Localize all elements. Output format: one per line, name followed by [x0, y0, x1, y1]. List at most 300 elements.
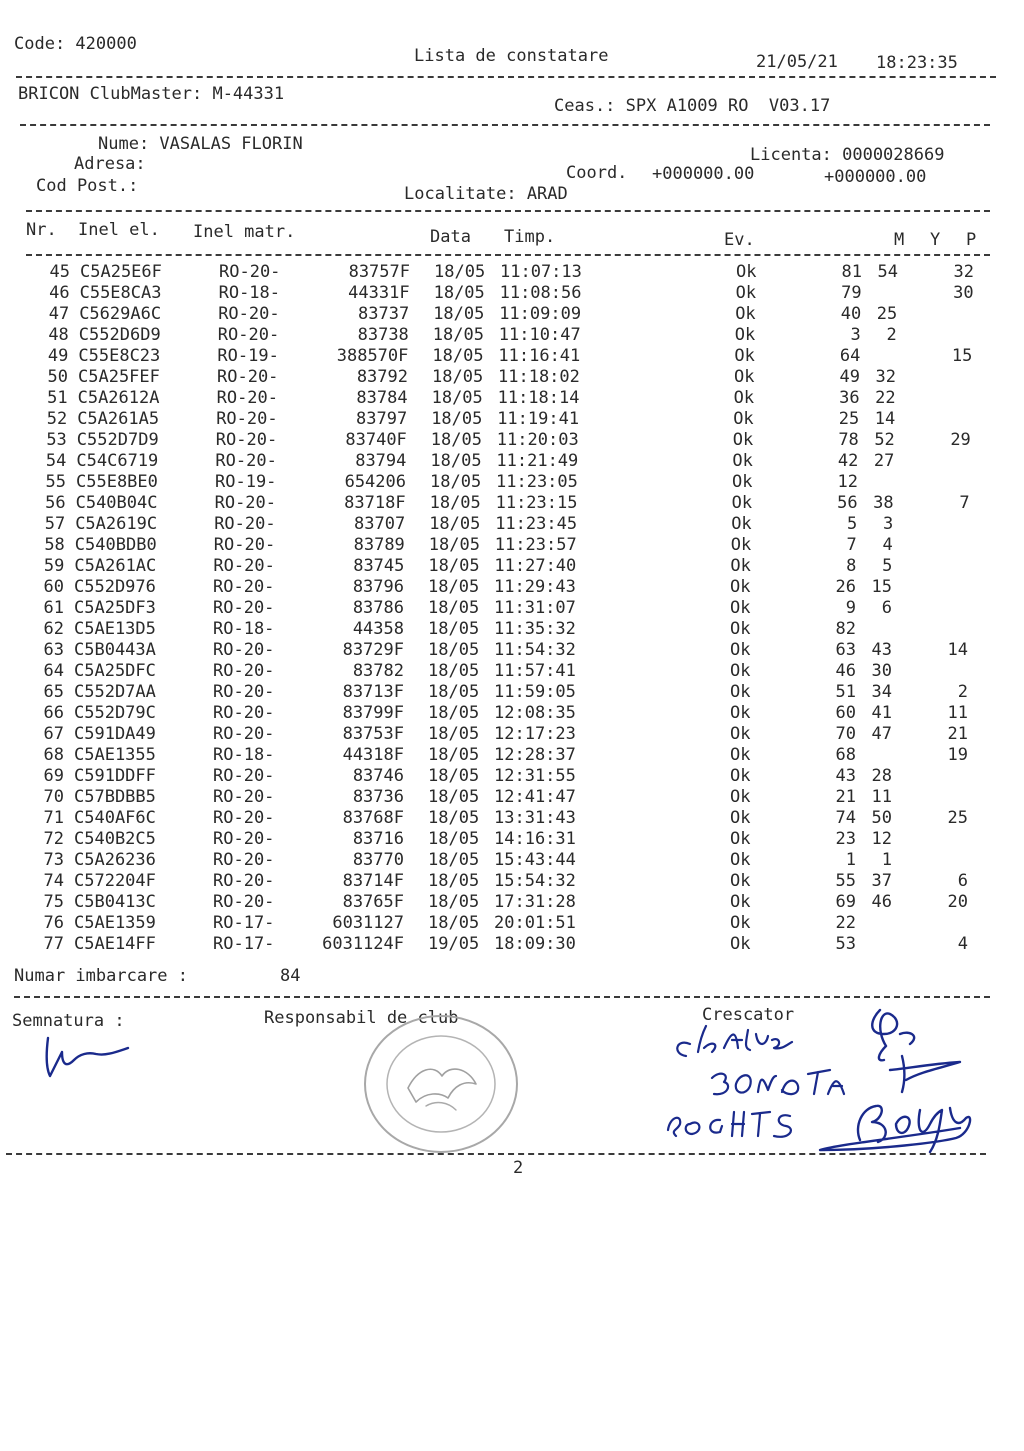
event-status: Ok [730, 871, 751, 891]
arrival-date: 18/05 [432, 325, 484, 345]
table-row [1, 535, 1024, 556]
electronic-ring: C540B2C5 [74, 829, 156, 849]
arrival-time: 11:16:41 [498, 346, 581, 366]
event-status: Ok [730, 829, 751, 849]
row-number: 52 [46, 409, 68, 429]
y-value: 12 [871, 829, 892, 849]
p-value: 6 [957, 871, 968, 891]
divider [6, 1153, 986, 1155]
ring-series: RO-20- [213, 661, 275, 681]
arrival-time: 12:41:47 [494, 787, 576, 807]
event-status: Ok [732, 472, 753, 492]
row-number: 65 [43, 682, 64, 702]
m-value: 70 [835, 724, 856, 744]
coord-label: Coord. [566, 163, 628, 183]
arrival-date: 18/05 [432, 346, 484, 366]
m-value: 36 [839, 388, 860, 408]
code-label: Code: 420000 [14, 34, 137, 54]
m-value: 21 [835, 787, 856, 807]
event-status: Ok [730, 682, 751, 702]
report-date: 21/05/21 [756, 52, 838, 72]
ring-series: RO-20- [219, 262, 281, 282]
event-status: Ok [730, 640, 751, 660]
y-value: 30 [871, 661, 892, 681]
y-value: 27 [873, 451, 895, 471]
arrival-date: 18/05 [434, 262, 486, 282]
arrival-time: 11:08:56 [499, 283, 582, 303]
ring-series: RO-20- [213, 871, 275, 891]
electronic-ring: C552D6D9 [78, 325, 161, 345]
electronic-ring: C55E8BE0 [76, 472, 158, 492]
electronic-ring: C591DA49 [74, 724, 156, 744]
row-number: 71 [43, 808, 64, 828]
arrival-date: 18/05 [428, 619, 480, 639]
owner-postcode-label: Cod Post.: [36, 176, 139, 196]
ring-series: RO-20- [216, 388, 279, 408]
club-manager-label: Responsabil de club [264, 1008, 459, 1028]
m-value: 3 [850, 325, 861, 345]
ring-number: 44318F [342, 745, 404, 765]
m-value: 64 [839, 346, 861, 366]
m-value: 81 [841, 262, 862, 282]
event-status: Ok [730, 535, 752, 555]
electronic-ring: C5A261AC [74, 556, 157, 576]
divider [16, 76, 996, 78]
arrival-time: 20:01:51 [494, 913, 576, 933]
arrival-time: 14:16:31 [494, 829, 576, 849]
row-number: 53 [46, 430, 67, 450]
table-row [0, 787, 1024, 808]
event-status: Ok [733, 388, 755, 408]
arrival-date: 18/05 [433, 283, 485, 303]
arrival-time: 11:20:03 [496, 430, 579, 450]
y-value: 32 [875, 367, 896, 387]
ring-number: 83794 [355, 451, 407, 471]
row-number: 54 [45, 451, 67, 471]
y-value: 43 [871, 640, 892, 660]
arrival-date: 18/05 [428, 913, 480, 933]
m-value: 9 [845, 598, 856, 618]
event-status: Ok [730, 934, 751, 954]
m-value: 55 [835, 871, 856, 891]
ring-series: RO-20- [214, 514, 276, 534]
arrival-time: 11:35:32 [494, 619, 576, 639]
row-number: 70 [43, 787, 64, 807]
arrival-time: 12:28:37 [494, 745, 576, 765]
ring-series: RO-20- [213, 892, 275, 912]
ring-series: RO-20- [213, 829, 275, 849]
arrival-date: 18/05 [432, 367, 484, 387]
arrival-date: 18/05 [428, 892, 480, 912]
event-status: Ok [731, 493, 753, 513]
arrival-date: 18/05 [428, 535, 480, 555]
m-value: 49 [839, 367, 860, 387]
col-header-inel-matr: Inel matr. [193, 222, 296, 242]
ring-series: RO-20- [213, 556, 275, 576]
electronic-ring: C57BDBB5 [74, 787, 156, 807]
ring-number: 44331F [348, 283, 410, 303]
row-number: 72 [43, 829, 64, 849]
arrival-date: 18/05 [428, 766, 480, 786]
ring-number: 83796 [352, 577, 404, 597]
table-row [3, 409, 1024, 430]
row-number: 58 [44, 535, 65, 555]
electronic-ring: C552D976 [74, 577, 156, 597]
electronic-ring: C572204F [74, 871, 156, 891]
arrival-time: 11:18:14 [497, 388, 580, 408]
table-row [0, 703, 1024, 724]
y-value: 46 [871, 892, 892, 912]
table-row [0, 682, 1024, 703]
row-number: 46 [49, 283, 70, 303]
owner-address-label: Adresa: [74, 154, 146, 174]
table-row [1, 514, 1024, 535]
p-value: 19 [947, 745, 968, 765]
electronic-ring: C552D7D9 [76, 430, 159, 450]
ring-number: 83782 [352, 661, 404, 681]
ring-series: RO-20- [213, 577, 275, 597]
arrival-time: 15:43:44 [494, 850, 576, 870]
table-row [6, 283, 1024, 304]
arrival-date: 18/05 [433, 304, 485, 324]
p-value: 15 [951, 346, 973, 366]
col-header-timp: Timp. [504, 227, 556, 247]
electronic-ring: C540BDB0 [74, 535, 157, 555]
row-number: 55 [45, 472, 66, 492]
ring-number: 83768F [342, 808, 404, 828]
event-status: Ok [732, 451, 753, 471]
row-number: 47 [48, 304, 70, 324]
row-number: 60 [43, 577, 64, 597]
col-header-p: P [966, 230, 977, 250]
row-number: 74 [43, 871, 64, 891]
electronic-ring: C552D79C [74, 703, 156, 723]
p-value: 11 [947, 703, 968, 723]
m-value: 25 [838, 409, 860, 429]
table-row [0, 661, 1024, 682]
arrival-time: 11:23:45 [495, 514, 578, 534]
table-row [0, 598, 1024, 619]
col-header-m: M [894, 230, 905, 250]
arrival-time: 11:23:15 [495, 493, 578, 513]
table-row [2, 472, 1024, 493]
event-status: Ok [736, 262, 757, 282]
event-status: Ok [731, 514, 752, 534]
m-value: 51 [835, 682, 856, 702]
row-number: 63 [43, 640, 64, 660]
m-value: 60 [835, 703, 856, 723]
table-row [2, 451, 1024, 472]
y-value: 3 [882, 514, 894, 534]
arrival-date: 18/05 [428, 871, 480, 891]
ring-series: RO-20- [213, 535, 276, 555]
event-status: Ok [730, 745, 751, 765]
m-value: 69 [835, 892, 856, 912]
report-title: Lista de constatare [414, 46, 609, 66]
ring-series: RO-20- [213, 682, 275, 702]
ring-number: 83792 [356, 367, 408, 387]
col-header-y: Y [930, 230, 941, 250]
divider [20, 124, 990, 126]
row-number: 64 [43, 661, 64, 681]
y-value: 5 [882, 556, 893, 576]
event-status: Ok [730, 661, 751, 681]
ring-number: 83745 [353, 556, 405, 576]
divider [26, 210, 990, 212]
m-value: 1 [845, 850, 856, 870]
p-value: 30 [953, 283, 974, 303]
table-row [0, 766, 1024, 787]
electronic-ring: C5A2619C [75, 514, 158, 534]
boarding-count-label: Numar imbarcare : [14, 966, 188, 986]
table-row [5, 325, 1024, 346]
event-status: Ok [730, 556, 751, 576]
ring-number: 6031124F [322, 934, 404, 954]
m-value: 23 [835, 829, 856, 849]
event-status: Ok [730, 703, 751, 723]
ring-series: RO-20- [213, 808, 275, 828]
m-value: 22 [835, 913, 856, 933]
row-number: 77 [43, 934, 64, 954]
ring-series: RO-20- [213, 598, 275, 618]
p-value: 21 [947, 724, 968, 744]
club-stamp [356, 1006, 526, 1156]
m-value: 63 [835, 640, 856, 660]
ring-number: 83713F [342, 682, 404, 702]
m-value: 82 [835, 619, 856, 639]
table-row [4, 346, 1024, 367]
ring-series: RO-20- [214, 493, 277, 513]
ring-number: 83770 [352, 850, 404, 870]
table-row [0, 808, 1024, 829]
row-number: 61 [43, 598, 64, 618]
ring-series: RO-19- [217, 346, 279, 366]
arrival-date: 18/05 [428, 808, 480, 828]
arrival-time: 11:10:47 [498, 325, 581, 345]
m-value: 43 [835, 766, 856, 786]
ring-series: RO-20- [213, 850, 275, 870]
p-value: 29 [950, 430, 971, 450]
arrival-date: 18/05 [428, 724, 480, 744]
electronic-ring: C540AF6C [74, 808, 156, 828]
row-number: 73 [43, 850, 64, 870]
row-number: 50 [47, 367, 68, 387]
electronic-ring: C5AE1359 [74, 913, 156, 933]
table-row [4, 388, 1024, 409]
event-status: Ok [730, 766, 751, 786]
arrival-date: 19/05 [428, 934, 480, 954]
y-value: 34 [871, 682, 892, 702]
ring-number: 83740F [345, 430, 407, 450]
electronic-ring: C5A26236 [74, 850, 156, 870]
event-status: Ok [730, 724, 751, 744]
arrival-date: 18/05 [428, 640, 480, 660]
event-status: Ok [730, 598, 751, 618]
ring-number: 83753F [342, 724, 404, 744]
table-row [0, 829, 1024, 850]
row-number: 56 [45, 493, 66, 513]
m-value: 68 [835, 745, 856, 765]
ring-series: RO-20- [218, 304, 280, 324]
ring-series: RO-20- [213, 724, 275, 744]
boarding-count-value: 84 [280, 966, 301, 986]
ring-number: 83736 [352, 787, 404, 807]
ring-series: RO-17- [213, 913, 275, 933]
divider [26, 254, 990, 256]
y-value: 11 [871, 787, 892, 807]
event-status: Ok [732, 430, 754, 450]
clock-info: Ceas.: SPX A1009 RO V03.17 [554, 96, 831, 116]
electronic-ring: C5A25FEF [78, 367, 160, 387]
y-value: 41 [871, 703, 892, 723]
col-header-ev: Ev. [724, 230, 755, 250]
table-row [2, 493, 1024, 514]
electronic-ring: C5B0413C [74, 892, 156, 912]
table-row [0, 745, 1024, 766]
handwritten-signature [40, 1034, 140, 1084]
arrival-time: 12:08:35 [494, 703, 576, 723]
table-row [0, 556, 1024, 577]
event-status: Ok [730, 850, 751, 870]
arrival-date: 18/05 [428, 703, 480, 723]
electronic-ring: C552D7AA [74, 682, 156, 702]
y-value: 1 [881, 850, 892, 870]
electronic-ring: C5AE1355 [74, 745, 156, 765]
electronic-ring: C591DDFF [74, 766, 156, 786]
y-value: 38 [873, 493, 894, 513]
ring-number: 83707 [354, 514, 406, 534]
electronic-ring: C54C6719 [76, 451, 159, 471]
ring-number: 83716 [352, 829, 404, 849]
p-value: 25 [947, 808, 968, 828]
m-value: 78 [838, 430, 859, 450]
table-row [0, 913, 1024, 934]
row-number: 66 [43, 703, 64, 723]
divider [14, 996, 990, 998]
event-status: Ok [730, 577, 751, 597]
arrival-date: 18/05 [428, 829, 480, 849]
ring-series: RO-18- [218, 283, 281, 303]
ring-number: 83738 [357, 325, 409, 345]
m-value: 53 [835, 934, 856, 954]
arrival-date: 18/05 [429, 493, 481, 513]
table-row [4, 367, 1024, 388]
row-number: 59 [43, 556, 65, 576]
ring-series: RO-20- [213, 766, 275, 786]
ring-number: 83797 [356, 409, 408, 429]
arrival-time: 11:54:32 [494, 640, 576, 660]
arrival-date: 18/05 [430, 451, 482, 471]
arrival-date: 18/05 [431, 409, 483, 429]
electronic-ring: C5629A6C [79, 304, 162, 324]
arrival-time: 18:09:30 [494, 934, 576, 954]
event-status: Ok [730, 619, 751, 639]
y-value: 50 [871, 808, 892, 828]
ring-number: 83757F [348, 262, 410, 282]
arrival-time: 11:27:40 [494, 556, 577, 576]
signature-label: Semnatura : [12, 1011, 125, 1031]
arrival-time: 12:31:55 [494, 766, 576, 786]
m-value: 42 [837, 451, 859, 471]
y-value: 47 [871, 724, 892, 744]
ring-number: 44358 [352, 619, 404, 639]
m-value: 26 [835, 577, 856, 597]
arrival-time: 11:21:49 [496, 451, 579, 471]
event-status: Ok [730, 808, 751, 828]
ring-number: 654206 [344, 472, 406, 492]
row-number: 45 [49, 262, 70, 282]
page-number: 2 [513, 1158, 524, 1178]
event-status: Ok [734, 346, 755, 366]
event-status: Ok [730, 787, 751, 807]
license-number: Licenta: 0000028669 [750, 145, 945, 165]
arrival-time: 11:07:13 [500, 262, 582, 282]
ring-series: RO-20- [216, 409, 278, 429]
arrival-date: 18/05 [428, 661, 480, 681]
row-number: 62 [43, 619, 64, 639]
event-status: Ok [733, 409, 754, 429]
arrival-date: 18/05 [428, 850, 480, 870]
arrival-date: 18/05 [428, 598, 480, 618]
coord-x: +000000.00 [652, 164, 755, 184]
y-value: 52 [874, 430, 895, 450]
ring-number: 83786 [352, 598, 404, 618]
p-value: 14 [947, 640, 968, 660]
electronic-ring: C540B04C [75, 493, 158, 513]
p-value: 7 [959, 493, 970, 513]
col-header-nr: Nr. [26, 220, 57, 240]
table-row [0, 577, 1024, 598]
y-value: 28 [871, 766, 892, 786]
electronic-ring: C5A25DFC [74, 661, 156, 681]
owner-name: Nume: VASALAS FLORIN [98, 134, 303, 154]
row-number: 51 [47, 388, 68, 408]
ring-series: RO-20- [213, 787, 275, 807]
ring-number: 83746 [352, 766, 404, 786]
electronic-ring: C5A261A5 [77, 409, 160, 429]
y-value: 2 [886, 325, 897, 345]
arrival-time: 11:57:41 [494, 661, 576, 681]
arrival-date: 18/05 [430, 430, 482, 450]
m-value: 74 [835, 808, 856, 828]
m-value: 79 [841, 283, 862, 303]
electronic-ring: C5A2612A [77, 388, 160, 408]
ring-number: 83729F [342, 640, 404, 660]
electronic-ring: C5A25E6F [80, 262, 162, 282]
locality: Localitate: ARAD [404, 184, 568, 204]
arrival-time: 15:54:32 [494, 871, 576, 891]
y-value: 6 [881, 598, 892, 618]
ring-series: RO-20- [213, 703, 275, 723]
table-row [0, 640, 1024, 661]
ring-series: RO-19- [215, 472, 277, 492]
y-value: 15 [871, 577, 892, 597]
event-status: Ok [730, 892, 751, 912]
ring-number: 83765F [342, 892, 404, 912]
ring-series: RO-17- [213, 934, 275, 954]
table-row [3, 430, 1024, 451]
report-time: 18:23:35 [876, 53, 958, 73]
electronic-ring: C55E8CA3 [79, 283, 162, 303]
table-row [5, 304, 1024, 325]
arrival-time: 17:31:28 [494, 892, 576, 912]
row-number: 69 [43, 766, 64, 786]
club-master: BRICON ClubMaster: M-44331 [18, 84, 285, 104]
ring-series: RO-18- [213, 745, 275, 765]
arrival-time: 11:09:09 [499, 304, 582, 324]
y-value: 54 [877, 262, 898, 282]
electronic-ring: C5AE14FF [74, 934, 156, 954]
